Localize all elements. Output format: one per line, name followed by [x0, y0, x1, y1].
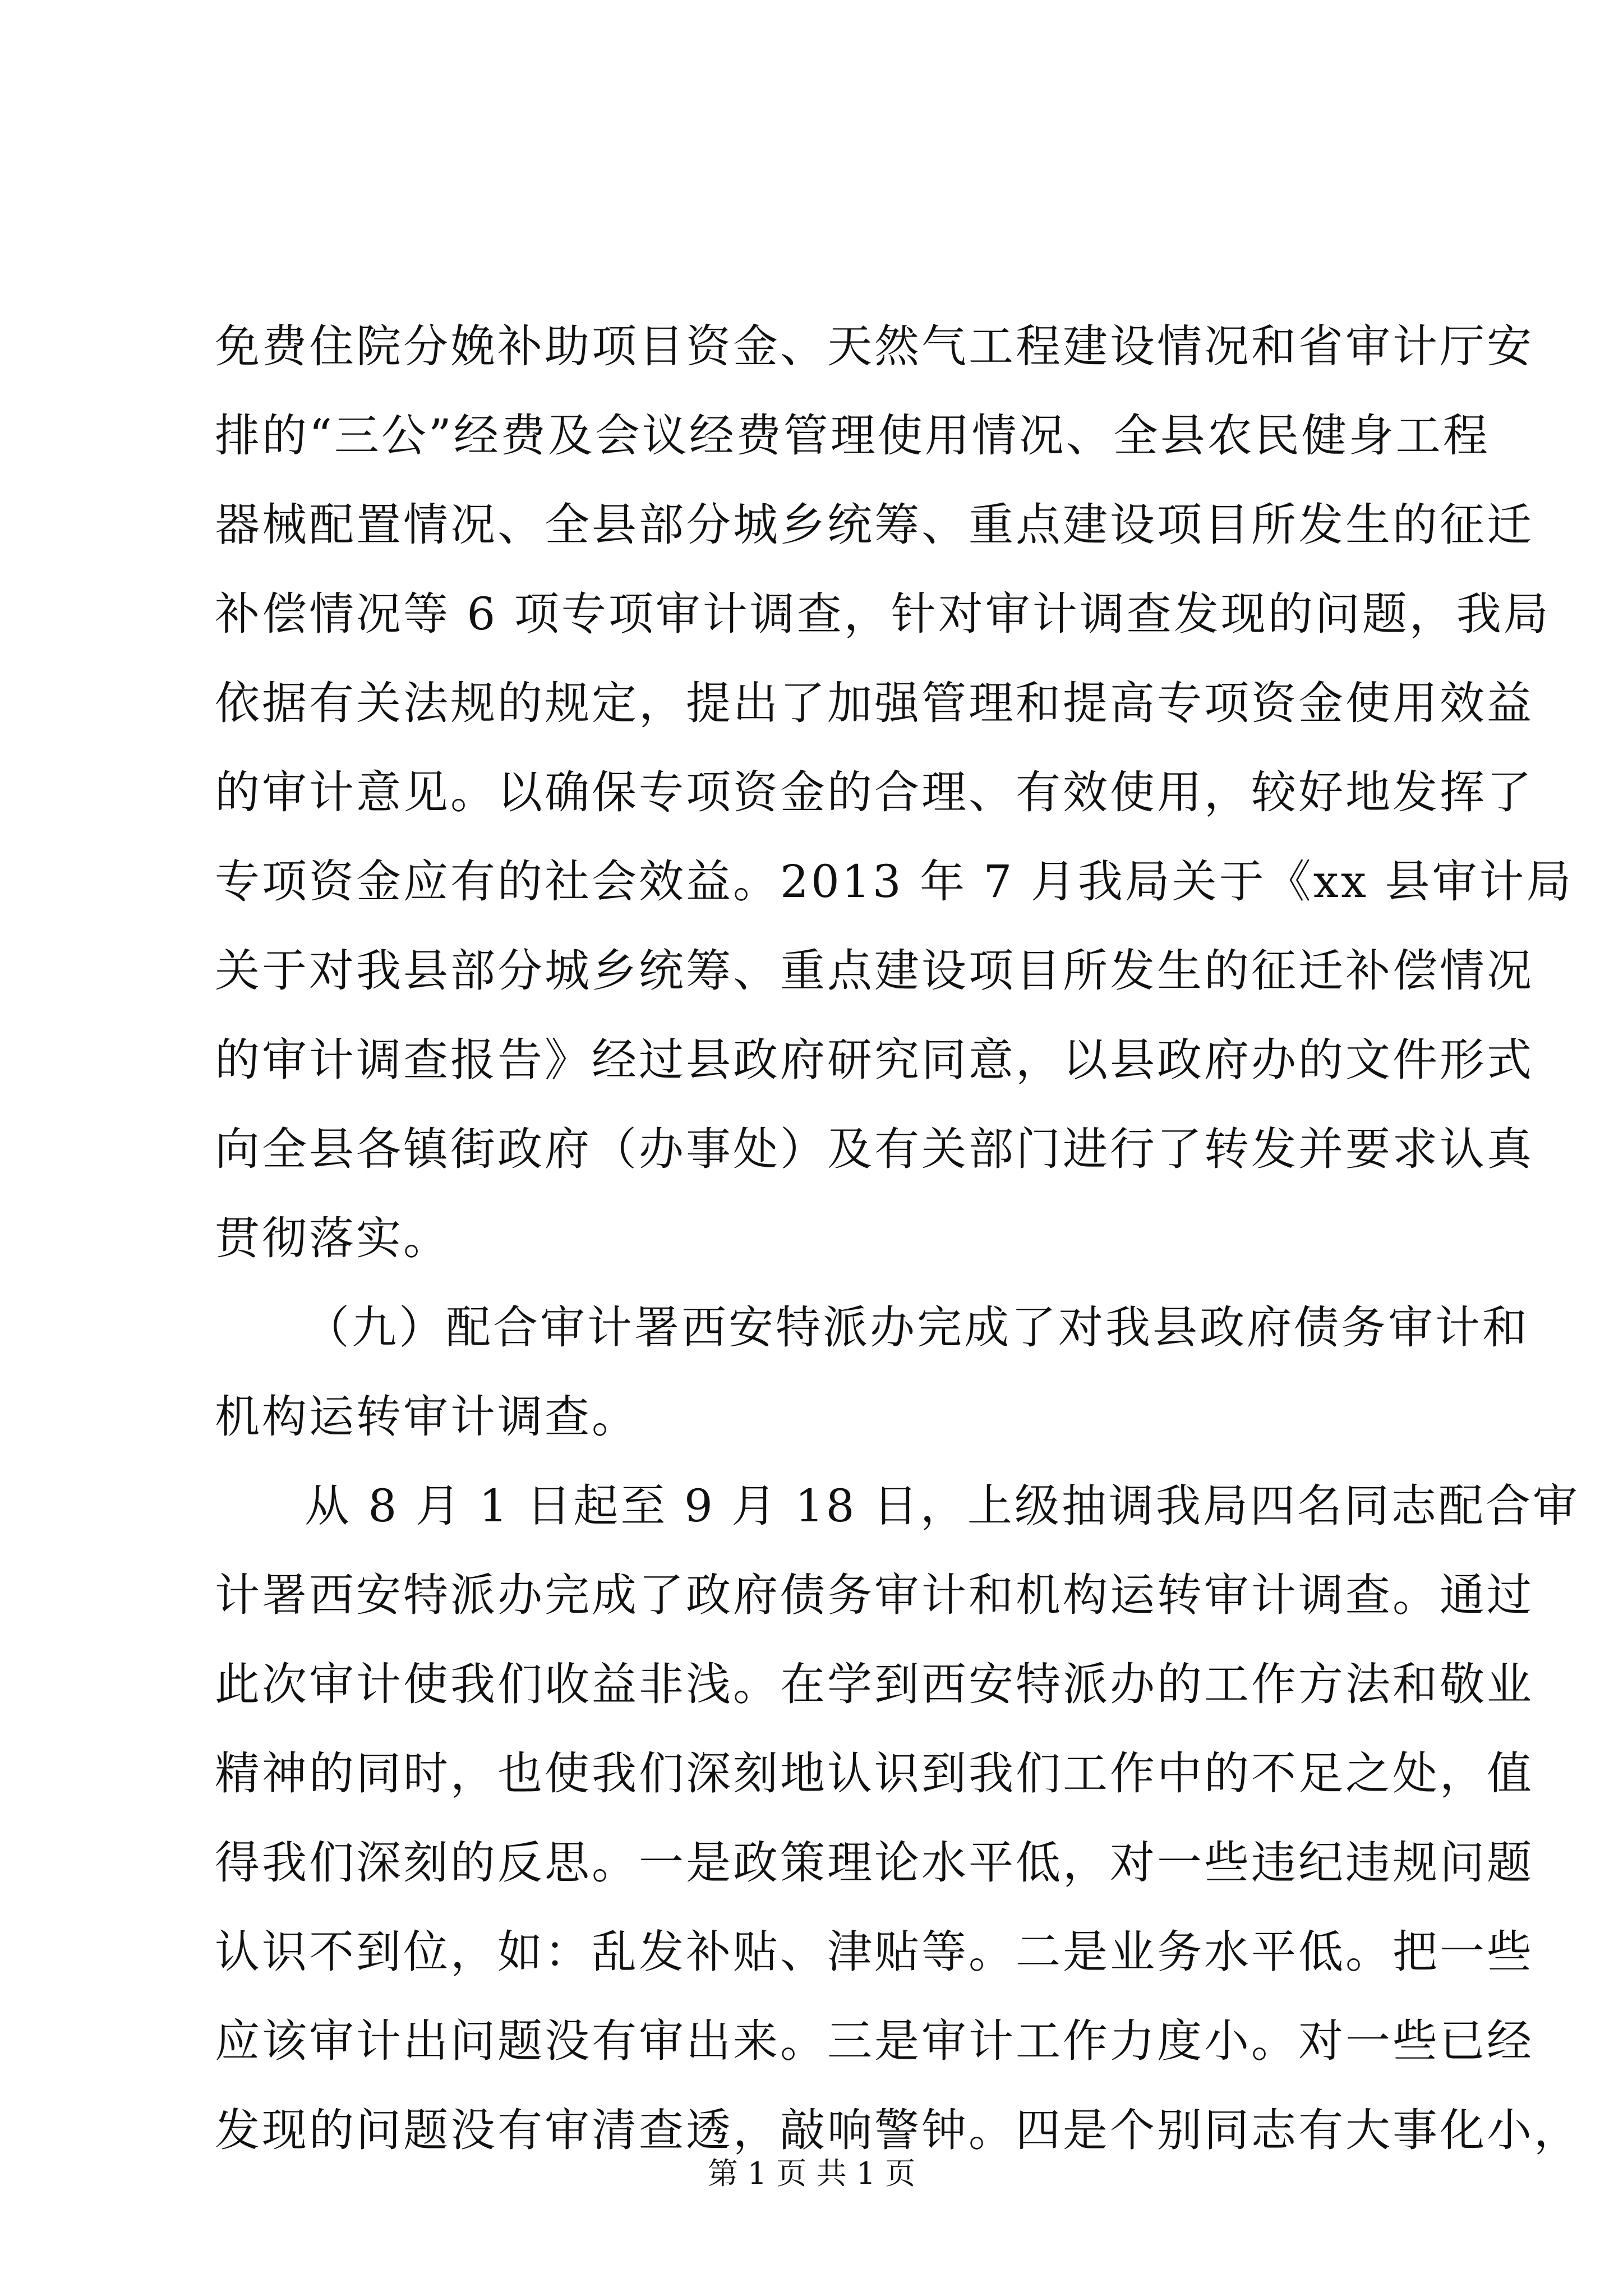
paragraph-1-line: 的审计意见。以确保专项资金的合理、有效使用，较好地发挥了	[215, 766, 1534, 818]
paragraph-1-line: 免费住院分娩补助项目资金、天然气工程建设情况和省审计厅安	[215, 320, 1534, 372]
paragraph-1-line: 贯彻落实。	[215, 1212, 450, 1264]
section-heading-line: （九）配合审计署西安特派办完成了对我县政府债务审计和	[305, 1301, 1529, 1354]
paragraph-3-line: 此次审计使我们收益非浅。在学到西安特派办的工作方法和敬业	[215, 1658, 1534, 1710]
paragraph-3-line: 得我们深刻的反思。一是政策理论水平低，对一些违纪违规问题	[215, 1837, 1534, 1889]
paragraph-3-line: 发现的问题没有审清查透，敲响警钟。四是个别同志有大事化小，	[215, 2104, 1581, 2156]
paragraph-1-line: 专项资金应有的社会效益。2013 年 7 月我局关于《xx 县审计局	[215, 855, 1574, 908]
paragraph-1-line: 器械配置情况、全县部分城乡统筹、重点建设项目所发生的征迁	[215, 499, 1534, 551]
document-body	[215, 302, 1581, 2175]
paragraph-3-line: 应该审计出问题没有审出来。三是审计工作力度小。对一些已经	[215, 2015, 1534, 2067]
paragraph-3-line: 精神的同时，也使我们深刻地认识到我们工作中的不足之处，值	[215, 1747, 1534, 1800]
paragraph-1-line: 补偿情况等 6 项专项审计调查，针对审计调查发现的问题，我局	[215, 588, 1551, 640]
paragraph-3-line: 从 8 月 1 日起至 9 月 18 日，上级抽调我局四名同志配合审	[305, 1480, 1580, 1532]
paragraph-1-line: 排的“三公”经费及会议经费管理使用情况、全县农民健身工程	[215, 409, 1490, 462]
paragraph-1-line: 关于对我县部分城乡统筹、重点建设项目所发生的征迁补偿情况	[215, 945, 1534, 997]
paragraph-1-line: 的审计调查报告》经过县政府研究同意，以县政府办的文件形式	[215, 1034, 1534, 1086]
page-number-footer: 第 1 页 共 1 页	[707, 2156, 916, 2191]
paragraph-3-line: 计署西安特派办完成了政府债务审计和机构运转审计调查。通过	[215, 1569, 1534, 1621]
paragraph-3-line: 认识不到位，如：乱发补贴、津贴等。二是业务水平低。把一些	[215, 1926, 1534, 1978]
paragraph-1-line: 向全县各镇街政府（办事处）及有关部门进行了转发并要求认真	[215, 1123, 1534, 1175]
paragraph-1-line: 依据有关法规的规定，提出了加强管理和提高专项资金使用效益	[215, 677, 1534, 729]
section-heading-line: 机构运转审计调查。	[215, 1391, 639, 1443]
